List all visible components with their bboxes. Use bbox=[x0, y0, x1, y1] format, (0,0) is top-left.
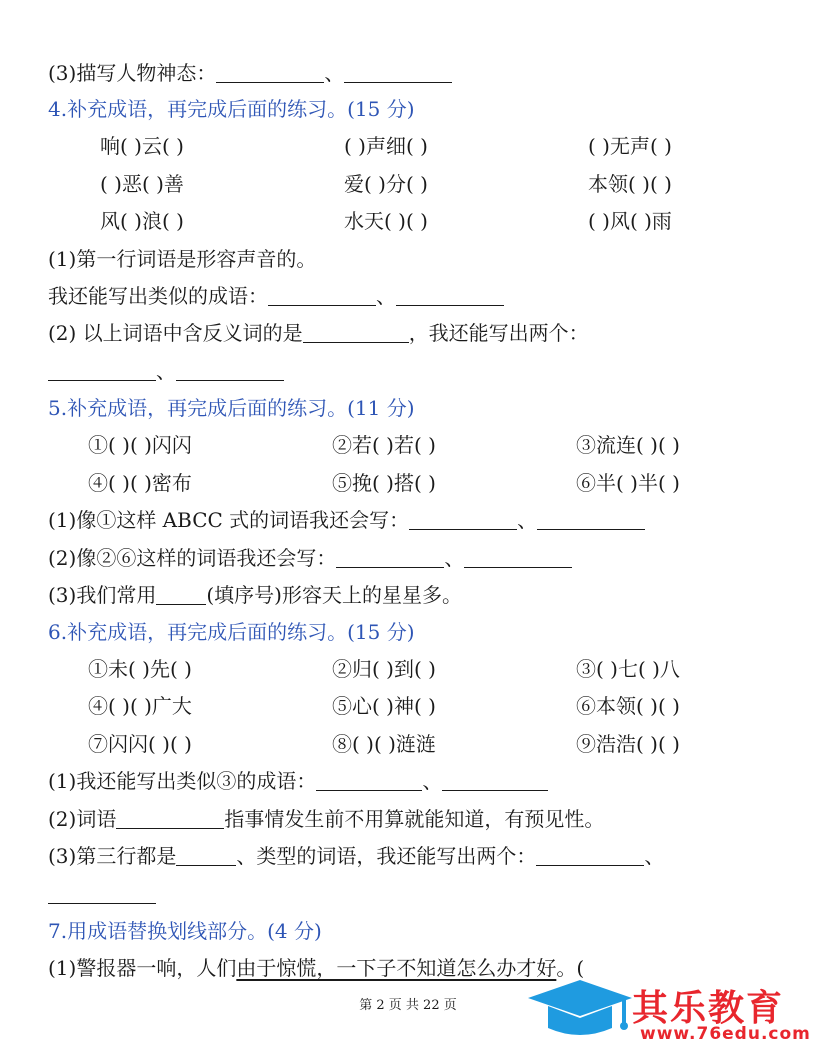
answer-blank[interactable] bbox=[48, 360, 156, 381]
idiom-item: 响( )云( ) bbox=[100, 134, 184, 158]
idiom-item: ⑥半( )半( ) bbox=[576, 471, 680, 495]
q5-1: (1)像①这样 ABCC 式的词语我还会写： 、 bbox=[48, 507, 645, 533]
answer-blank[interactable] bbox=[409, 509, 517, 530]
idiom-item: 本领( )( ) bbox=[588, 172, 672, 196]
q5-3: (3)我们常用 (填序号)形容天上的星星多。 bbox=[48, 583, 462, 607]
answer-blank[interactable] bbox=[536, 845, 644, 866]
section-6-heading: 6.补充成语，再完成后面的练习。(15 分) bbox=[48, 620, 415, 644]
q5-2: (2)像②⑥这样的词语我还会写： 、 bbox=[48, 545, 572, 571]
idiom-item: ④( )( )广大 bbox=[88, 694, 192, 718]
answer-blank[interactable] bbox=[336, 547, 444, 568]
idiom-item: ④( )( )密布 bbox=[88, 471, 192, 495]
underlined-phrase: 由于惊慌，一下子不知道怎么办才好 bbox=[236, 956, 557, 980]
q4-1b: 我还能写出类似的成语： 、 bbox=[48, 283, 504, 309]
section-5-heading: 5.补充成语，再完成后面的练习。(11 分) bbox=[48, 396, 415, 420]
q4-2: (2) 以上词语中含反义词的是 ，我还能写出两个： bbox=[48, 321, 589, 345]
idiom-item: ⑤挽( )搭( ) bbox=[332, 471, 436, 495]
answer-blank[interactable] bbox=[537, 509, 645, 530]
idiom-item: 爱( )分( ) bbox=[344, 172, 428, 196]
answer-blank[interactable] bbox=[442, 770, 548, 791]
idiom-item: ⑧( )( )涟涟 bbox=[332, 732, 436, 756]
idiom-item: ②若( )若( ) bbox=[332, 433, 436, 457]
idiom-item: ( )无声( ) bbox=[588, 134, 672, 158]
answer-blank[interactable] bbox=[176, 845, 236, 866]
answer-blank[interactable] bbox=[156, 584, 206, 605]
section-4-heading: 4.补充成语，再完成后面的练习。(15 分) bbox=[48, 97, 415, 121]
answer-blank[interactable] bbox=[268, 285, 376, 306]
answer-blank[interactable] bbox=[48, 883, 156, 904]
q6-3-blank bbox=[48, 881, 156, 907]
q6-2: (2)词语 指事情发生前不用算就能知道，有预见性。 bbox=[48, 807, 605, 831]
idiom-item: ( )风( )雨 bbox=[588, 209, 672, 233]
idiom-item: ①未( )先( ) bbox=[88, 657, 192, 681]
q4-2-blanks: 、 bbox=[48, 358, 284, 384]
section-7-heading: 7.用成语替换划线部分。(4 分) bbox=[48, 919, 322, 943]
idiom-item: ①( )( )闪闪 bbox=[88, 433, 192, 457]
idiom-item: ⑥本领( )( ) bbox=[576, 694, 680, 718]
idiom-item: ⑤心( )神( ) bbox=[332, 694, 436, 718]
idiom-item: ②归( )到( ) bbox=[332, 657, 436, 681]
answer-blank[interactable] bbox=[344, 62, 452, 83]
idiom-item: 风( )浪( ) bbox=[100, 209, 184, 233]
answer-blank[interactable] bbox=[176, 360, 284, 381]
page-number: 第 2 页 共 22 页 bbox=[359, 998, 457, 1013]
answer-blank[interactable] bbox=[216, 62, 324, 83]
idiom-item: ⑦闪闪( )( ) bbox=[88, 732, 192, 756]
idiom-item: ( )恶( )善 bbox=[100, 172, 184, 196]
answer-blank[interactable] bbox=[303, 322, 409, 343]
answer-blank[interactable] bbox=[396, 285, 504, 306]
q6-3: (3)第三行都是 、类型的词语，我还能写出两个： 、 bbox=[48, 844, 665, 868]
brand-url: www.76edu.com bbox=[640, 1024, 811, 1044]
q6-1: (1)我还能写出类似③的成语： 、 bbox=[48, 768, 548, 794]
q3-describe-expression: (3)描写人物神态： 、 bbox=[48, 60, 452, 86]
q4-1: (1)第一行词语是形容声音的。 bbox=[48, 247, 317, 271]
answer-blank[interactable] bbox=[316, 770, 422, 791]
answer-blank[interactable] bbox=[116, 808, 224, 829]
idiom-item: ⑨浩浩( )( ) bbox=[576, 732, 680, 756]
idiom-item: ③流连( )( ) bbox=[576, 433, 680, 457]
idiom-item: ( )声细( ) bbox=[344, 134, 428, 158]
idiom-item: 水天( )( ) bbox=[344, 209, 428, 233]
brand-logo: 其乐教育 bbox=[632, 988, 785, 1029]
q7-1: (1)警报器一响，人们由于惊慌，一下子不知道怎么办才好。( bbox=[48, 956, 585, 980]
idiom-item: ③( )七( )八 bbox=[576, 657, 680, 681]
answer-blank[interactable] bbox=[464, 547, 572, 568]
